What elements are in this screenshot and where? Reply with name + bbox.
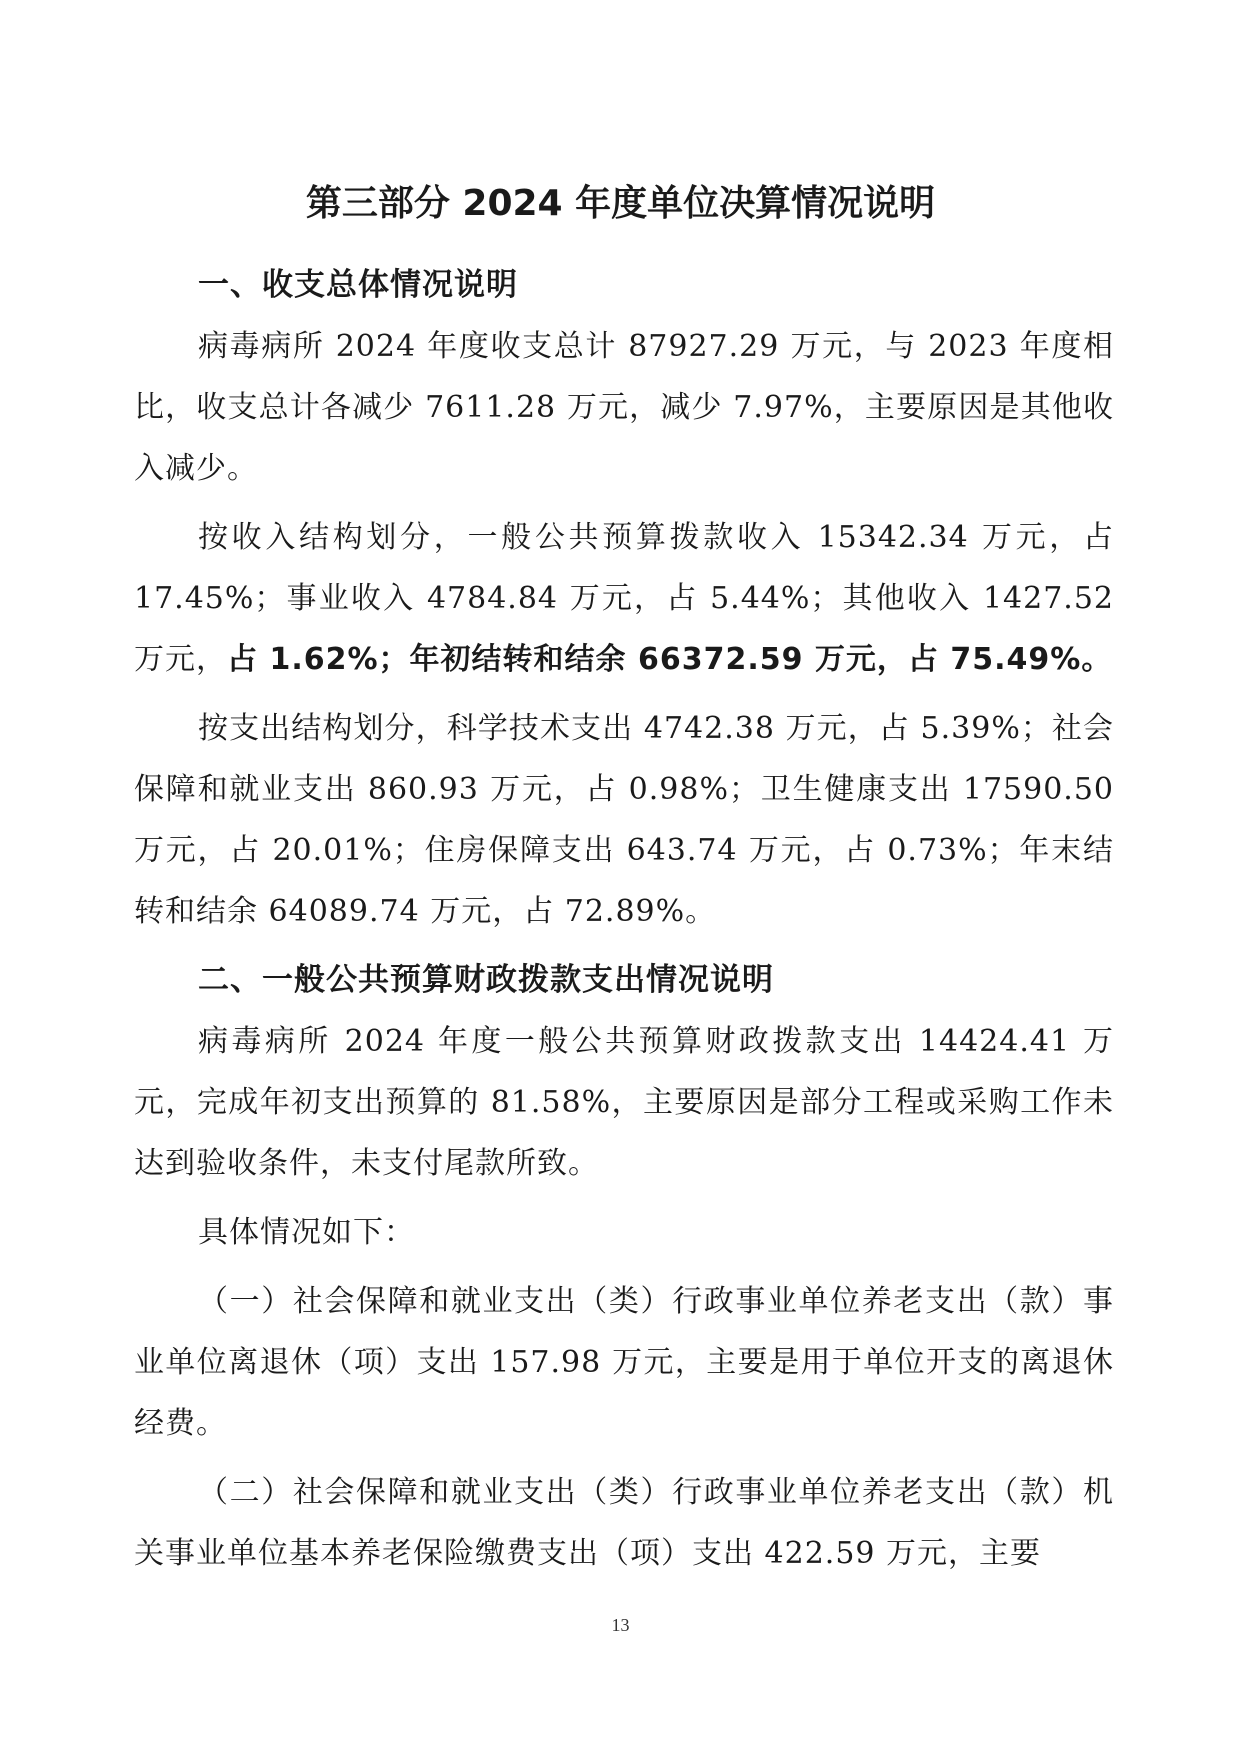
paragraph-income-structure: [134, 507, 1114, 690]
document-body: [134, 255, 1114, 1584]
page-title: 第三部分 2024 年度单位决算情况说明: [305, 183, 936, 224]
section-heading-1: 一、收支总体情况说明: [198, 267, 518, 303]
paragraph-budget-expense: 病毒病所 2024 年度一般公共预算财政拨款支出 14424.41 万元，完成年初支出预算的 81.58%，主要原因是部分工程或采购工作未达到验收条件，未支付尾款所致。: [134, 1024, 1114, 1181]
paragraph-income-total: 病毒病所 2024 年度收支总计 87927.29 万元，与 2023 年度相比，收支总计各减少 7611.28 万元，减少 7.97%，主要原因是其他收入减少。: [134, 329, 1114, 486]
paragraph-expense-structure: 按支出结构划分，科学技术支出 4742.38 万元，占 5.39%；社会保障和就业支出 860.93 万元，占 0.98%；卫生健康支出 17590.50 万元，占 20.01%；住房保障支出 643.74 万元，占 0.73%；年末结转和结余 64089.74 万元，占 72.89%。: [134, 711, 1114, 929]
income-structure-bold-text: 占 1.62%；年初结转和结余 66372.59 万元，占 75.49%。: [227, 642, 1113, 677]
page-number: 13: [611, 1615, 630, 1635]
paragraph-item-1: （一）社会保障和就业支出（类）行政事业单位养老支出（款）事业单位离退休（项）支出 157.98 万元，主要是用于单位开支的离退休经费。: [134, 1284, 1114, 1441]
income-structure-text: 按收入结构划分，一般公共预算拨款收入 15342.34 万元，占 17.45%；事业收入 4784.84 万元，占 5.44%；其他收入 1427.52 万元，: [134, 520, 1114, 677]
paragraph-details-intro: 具体情况如下：: [198, 1215, 415, 1250]
section-heading-2: 二、一般公共预算财政拨款支出情况说明: [198, 962, 774, 998]
paragraph-item-2: （二）社会保障和就业支出（类）行政事业单位养老支出（款）机关事业单位基本养老保险缴费支出（项）支出 422.59 万元，主要: [134, 1475, 1114, 1571]
